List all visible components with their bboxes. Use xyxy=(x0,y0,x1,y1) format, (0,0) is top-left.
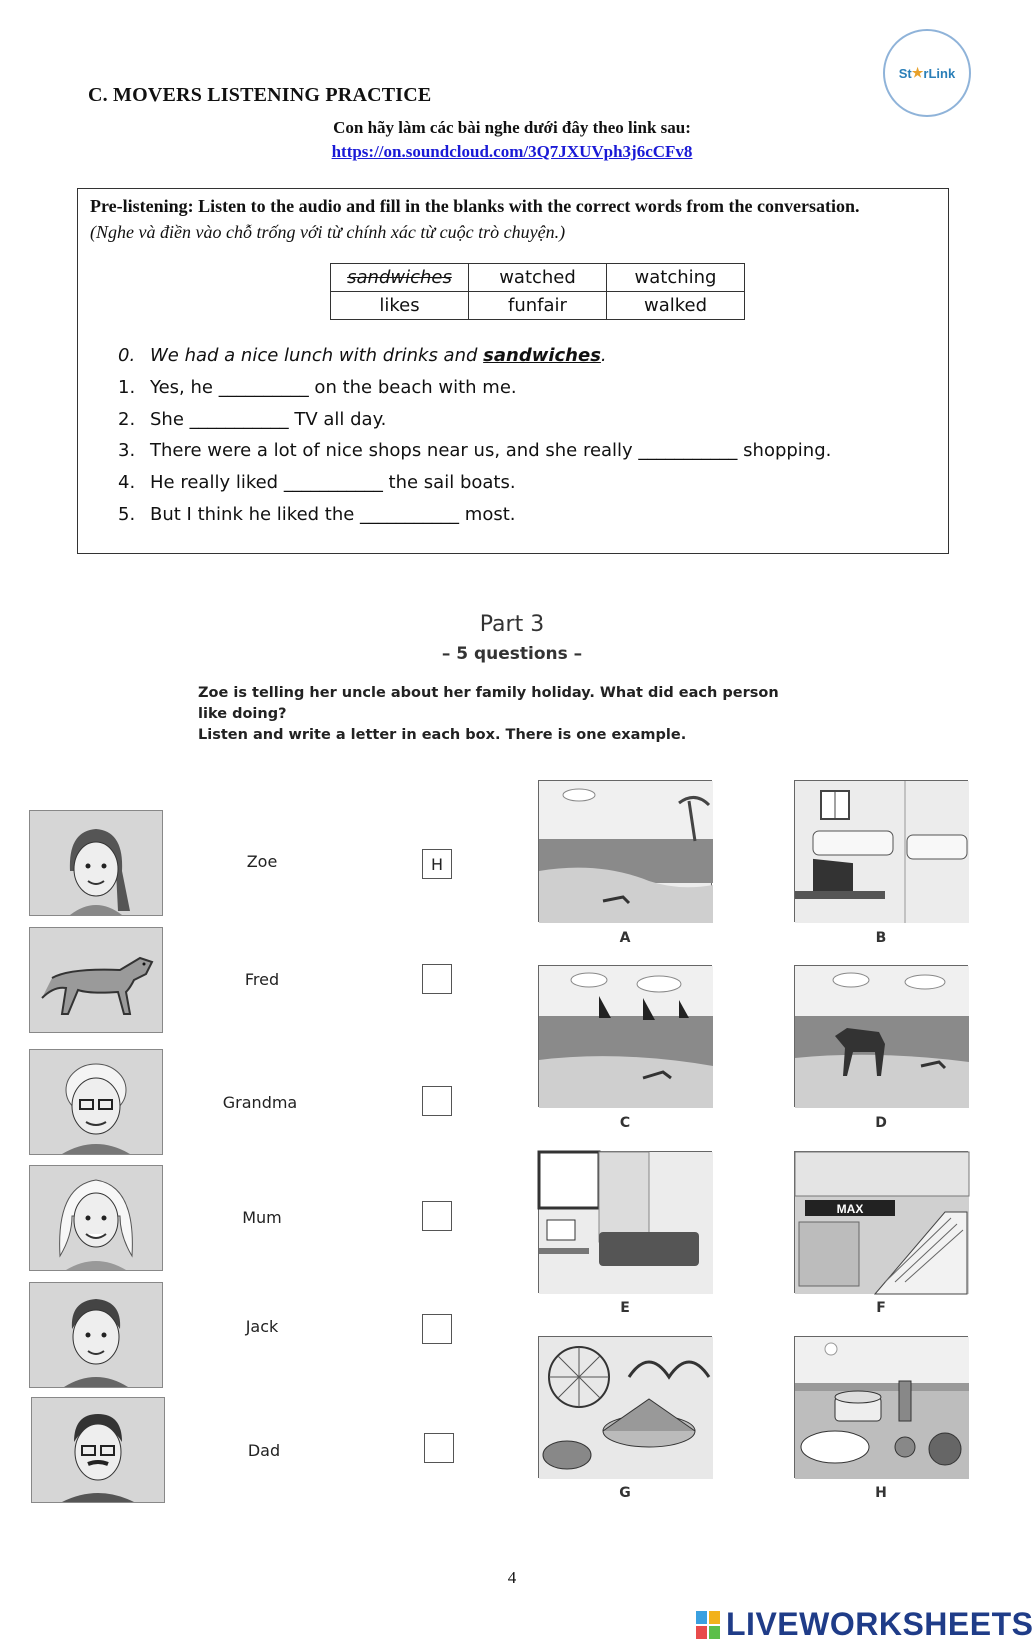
soundcloud-link[interactable]: https://on.soundcloud.com/3Q7JXUVph3j6cCFv8 xyxy=(331,142,693,161)
example-answer: sandwiches xyxy=(483,345,601,367)
prelistening-title: Pre-listening: Listen to the audio and fill in the blanks with the correct words from the conversation. xyxy=(90,196,860,216)
answer-box-grandma[interactable] xyxy=(422,1086,452,1116)
word-bank-cell: funfair xyxy=(469,292,607,320)
scene-label-f: F xyxy=(876,1300,886,1316)
scene-c-sailboats xyxy=(538,965,712,1107)
scene-b-living-room xyxy=(794,780,968,922)
dad-portrait xyxy=(31,1397,165,1503)
sentence-3[interactable]: 3. There were a lot of nice shops near us, and she really ___________ shopping. xyxy=(118,440,832,462)
sentence-list xyxy=(118,340,948,530)
word-bank-cell: watched xyxy=(469,264,607,292)
word-bank-cell: likes xyxy=(331,292,469,320)
person-name-fred: Fred xyxy=(244,970,280,989)
answer-box-dad[interactable] xyxy=(424,1433,454,1463)
zoe-portrait xyxy=(29,810,163,916)
liveworksheets-icon xyxy=(696,1611,720,1639)
scene-g-funfair xyxy=(538,1336,712,1478)
sentence-5[interactable]: 5. But I think he liked the ___________ most. xyxy=(118,503,516,525)
scene-label-h: H xyxy=(875,1485,887,1501)
fred-portrait xyxy=(29,927,163,1033)
star-icon: ★ xyxy=(911,65,924,80)
scene-f-shopping xyxy=(794,1151,968,1293)
scene-a-beach xyxy=(538,780,712,922)
grandma-portrait xyxy=(29,1049,163,1155)
mum-portrait xyxy=(29,1165,163,1271)
answer-box-jack[interactable] xyxy=(422,1314,452,1344)
scene-label-a: A xyxy=(619,930,631,946)
sentence-4[interactable]: 4. He really liked ___________ the sail boats. xyxy=(118,472,516,494)
page-number: 4 xyxy=(507,1568,517,1587)
word-bank-cell: walked xyxy=(607,292,745,320)
scene-label-g: G xyxy=(619,1485,631,1501)
person-name-grandma: Grandma xyxy=(222,1093,298,1112)
section-title: C. MOVERS LISTENING PRACTICE xyxy=(88,84,432,106)
part-title: Part 3 xyxy=(479,612,545,637)
answer-box-fred[interactable] xyxy=(422,964,452,994)
person-name-mum: Mum xyxy=(242,1208,282,1227)
answer-box-mum[interactable] xyxy=(422,1201,452,1231)
scene-e-bedroom xyxy=(538,1151,712,1293)
scene-label-d: D xyxy=(875,1115,887,1131)
scene-label-e: E xyxy=(620,1300,630,1316)
jack-portrait xyxy=(29,1282,163,1388)
liveworksheets-logo: LIVEWORKSHEETS xyxy=(696,1606,1033,1643)
instruction-text: Con hãy làm các bài nghe dưới đây theo link sau: xyxy=(333,118,691,137)
answer-box-zoe[interactable]: H xyxy=(422,849,452,879)
scene-label-c: C xyxy=(619,1115,631,1131)
scene-sign-text: MAX xyxy=(836,1202,864,1216)
person-name-dad: Dad xyxy=(247,1441,281,1460)
part-instructions: Zoe is telling her uncle about her family holiday. What did each person like doing? Listen and write a letter in each box. There is one example. xyxy=(198,685,779,743)
person-name-zoe: Zoe xyxy=(246,852,278,871)
scene-d-horse xyxy=(794,965,968,1107)
sentence-2[interactable]: 2. She ___________ TV all day. xyxy=(118,408,387,430)
sentence-1[interactable]: 1. Yes, he __________ on the beach with me. xyxy=(118,377,517,399)
prelistening-subtitle: (Nghe và điền vào chỗ trống với từ chính xác từ cuộc trò chuyện.) xyxy=(90,222,566,242)
person-name-jack: Jack xyxy=(245,1317,279,1336)
starlink-logo: St ★ rLink xyxy=(883,29,971,117)
part-subtitle: – 5 questions – xyxy=(441,644,583,664)
word-bank-cell: watching xyxy=(607,264,745,292)
scene-h-picnic xyxy=(794,1336,968,1478)
scene-label-b: B xyxy=(875,930,887,946)
sentence-example: 0. We had a nice lunch with drinks and sandwiches . xyxy=(118,345,607,367)
word-bank xyxy=(330,263,745,320)
word-bank-cell: sandwiches xyxy=(331,264,469,292)
